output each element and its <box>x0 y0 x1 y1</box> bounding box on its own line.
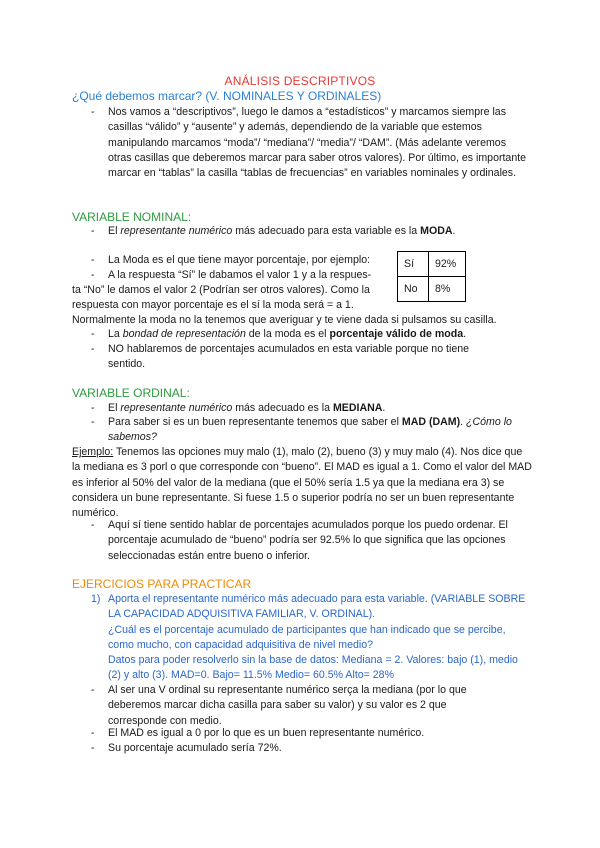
ordinal-bullet-1: El representante numérico más adecuado es la MEDIANA. <box>108 402 386 414</box>
nominal-line: respuesta con mayor porcentaje es el sí la moda será = a 1. <box>72 299 354 311</box>
nominal-bullet-5: NO hablaremos de porcentajes acumulados en esta variable porque no tiene sentido. <box>108 343 469 371</box>
exercise-question-2: ¿Cuál es el porcentaje acumulado de participantes que han indicado que se percibe, como mucho, con capacidad adquisitiva de nivel medio? <box>108 624 506 652</box>
document-title: ANÁLISIS DESCRIPTIVOS <box>224 74 376 88</box>
section-heading-ordinal: VARIABLE ORDINAL: <box>72 386 190 400</box>
ordinal-bullet-3: Aquí sí tiene sentido hablar de porcentajes acumulados porque los puedo ordenar. El porcentaje acumulado de “bueno” podría ser 92.5% lo que significa que las opciones seleccionadas están entre bueno o inferior. <box>108 519 508 562</box>
mode-example-table <box>397 251 466 302</box>
table-cell: No <box>398 277 429 302</box>
exercise-answer-1: Al ser una V ordinal su representante numérico serça la mediana (por lo que deberemos marcar dicha casilla para saber su valor) y su valor es 2 que corresponde con medio. <box>108 684 467 727</box>
nominal-line: ta “No” le damos el valor 2 (Podrían ser otros valores). Como la <box>72 284 370 296</box>
section-heading-what-to-mark: ¿Qué debemos marcar? (V. NOMINALES Y ORDINALES) <box>72 89 382 103</box>
section-heading-nominal: VARIABLE NOMINAL: <box>72 210 192 224</box>
ordinal-bullet-2: Para saber si es un buen representante tenemos que saber el MAD (DAM). ¿Cómo lo sabemos? <box>108 416 512 444</box>
ordinal-example: Ejemplo: Tenemos las opciones muy malo (1), malo (2), bueno (3) y muy malo (4). Nos dice que la mediana es 3 porl o que corresponde con “bueno”. El MAD es igual a 1. Como el valor del MAD es inferior al 50% del valor de la mediana (que el 50% sería 1.5 ya que la mediana era 3) se considera un bune representante. Si fuese 1.5 o superior podría no ser un buen representante numérico. <box>72 446 532 520</box>
table-row <box>398 277 466 302</box>
exercise-answer-3: Su porcentaje acumulado sería 72%. <box>108 742 282 754</box>
nominal-line: Normalmente la moda no la tenemos que averiguar y te viene dada si pulsamos su casilla. <box>72 314 497 326</box>
table-cell: 8% <box>429 277 466 302</box>
intro-text: Nos vamos a “descriptivos”, luego le damos a “estadísticos” y marcamos siempre las casillas “válido” y “ausente” y además, dependiendo de la variable que estemos manipulando marcamos “moda”/ “mediana”/ “media”/ “DAM”. (Más adelante veremos otras casillas que deberemos marcar para saber otros valores). Por último, es importante marcar en “tablas” la casilla “tablas de frecuencias” en variables nominales y ordinales. <box>108 106 527 180</box>
table-row <box>398 252 466 277</box>
exercise-answer-2: El MAD es igual a 0 por lo que es un buen representante numérico. <box>108 727 425 739</box>
nominal-bullet-3: A la respuesta “Sí” le dabamos el valor 1 y a la respues- <box>108 269 372 281</box>
exercise-question-3: Datos para poder resolverlo sin la base de datos: Mediana = 2. Valores: bajo (1), medio (2) y alto (3). MAD=0. Bajo= 11.5% Medio= 60.5% Alto= 28% <box>108 654 518 682</box>
exercise-question-1: Aporta el representante numérico más adecuado para esta variable. (VARIABLE SOBRE LA CAPACIDAD ADQUISITIVA FAMILIAR, V. ORDINAL). <box>108 593 526 621</box>
section-heading-exercises: EJERCICIOS PARA PRACTICAR <box>72 577 252 591</box>
exercise-number: 1) <box>91 593 101 605</box>
nominal-bullet-4: La bondad de representación de la moda es el porcentaje válido de moda. <box>108 328 467 340</box>
nominal-bullet-2: La Moda es el que tiene mayor porcentaje, por ejemplo: <box>108 254 371 266</box>
document-page: ANÁLISIS DESCRIPTIVOS ¿Qué debemos marcar? (V. NOMINALES Y ORDINALES) - Nos vamos a “descriptivos”, luego le damos a “estadísticos” y marcamos siempre las casillas “válido” y “ausente” y además, dependiendo de la variable que estemos manipulando marcamos “moda”/ “mediana”/ “media”/ “DAM”. (Más adelante veremos otras casillas que deberemos marcar para saber otros valores). Por último, es importante marcar en “tablas” la casilla “tablas de frecuencias” en variables nominales y ordinales. VARIABLE NOMINAL: - El representante numérico más adecuado para esta variable es la MODA. - La Moda es el que tiene mayor porcentaje, por ejemplo: - A la respuesta “Sí” le dabamos el valor 1 y a la respues- ta “No” le damos el valor 2 (Podrían ser otros valores). Como la respuesta con mayor porcentaje es el sí la moda será = a 1. Normalmente la moda no la tenemos que averiguar y te viene dada si pulsamos su casilla. Sí 92% No 8% - La bondad de representación de la moda es el porcentaje válido de moda. - NO hablaremos de porcentajes acumulados en esta variable porque no tiene sentido. VARIABLE ORDINAL: - El representante numérico más adecuado es la MEDIANA. - Para saber si es un buen representante tenemos que saber el MAD (DAM). ¿Cómo lo sabemos? Ejemplo: Tenemos las opciones muy malo (1), malo (2), bueno (3) y muy malo (4). Nos dice que la mediana es 3 porl o que corresponde con “bueno”. El MAD es igual a 1. Como el valor del MAD es inferior al 50% del valor de la mediana (que el 50% sería 1.5 ya que la mediana era 3) se considera un bune representante. Si fuese 1.5 o superior podría no ser un buen representante numérico. - Aquí sí tiene sentido hablar de porcentajes acumulados porque los puedo ordenar. El porcentaje acumulado de “bueno” podría ser 92.5% lo que significa que las opciones seleccionadas están entre bueno o inferior. EJERCICIOS PARA PRACTICAR 1) Aporta el representante numérico más adecuado para esta variable. (VARIABLE SOBRE LA CAPACIDAD ADQUISITIVA FAMILIAR, V. ORDINAL). ¿Cuál es el porcentaje acumulado de participantes que han indicado que se percibe, como mucho, con capacidad adquisitiva de nivel medio? Datos para poder resolverlo sin la base de datos: Mediana = 2. Valores: bajo (1), medio (2) y alto (3). MAD=0. Bajo= 11.5% Medio= 60.5% Alto= 28% - Al ser una V ordinal su representante numérico serça la mediana (por lo que deberemos marcar dicha casilla para saber su valor) y su valor es 2 que corresponde con medio. - El MAD es igual a 0 por lo que es un buen representante numérico. - Su porcentaje acumulado sería 72%. <box>0 0 600 848</box>
table-cell: Sí <box>398 252 429 277</box>
nominal-bullet-1: El representante numérico más adecuado para esta variable es la MODA. <box>108 225 456 237</box>
table-cell: 92% <box>429 252 466 277</box>
